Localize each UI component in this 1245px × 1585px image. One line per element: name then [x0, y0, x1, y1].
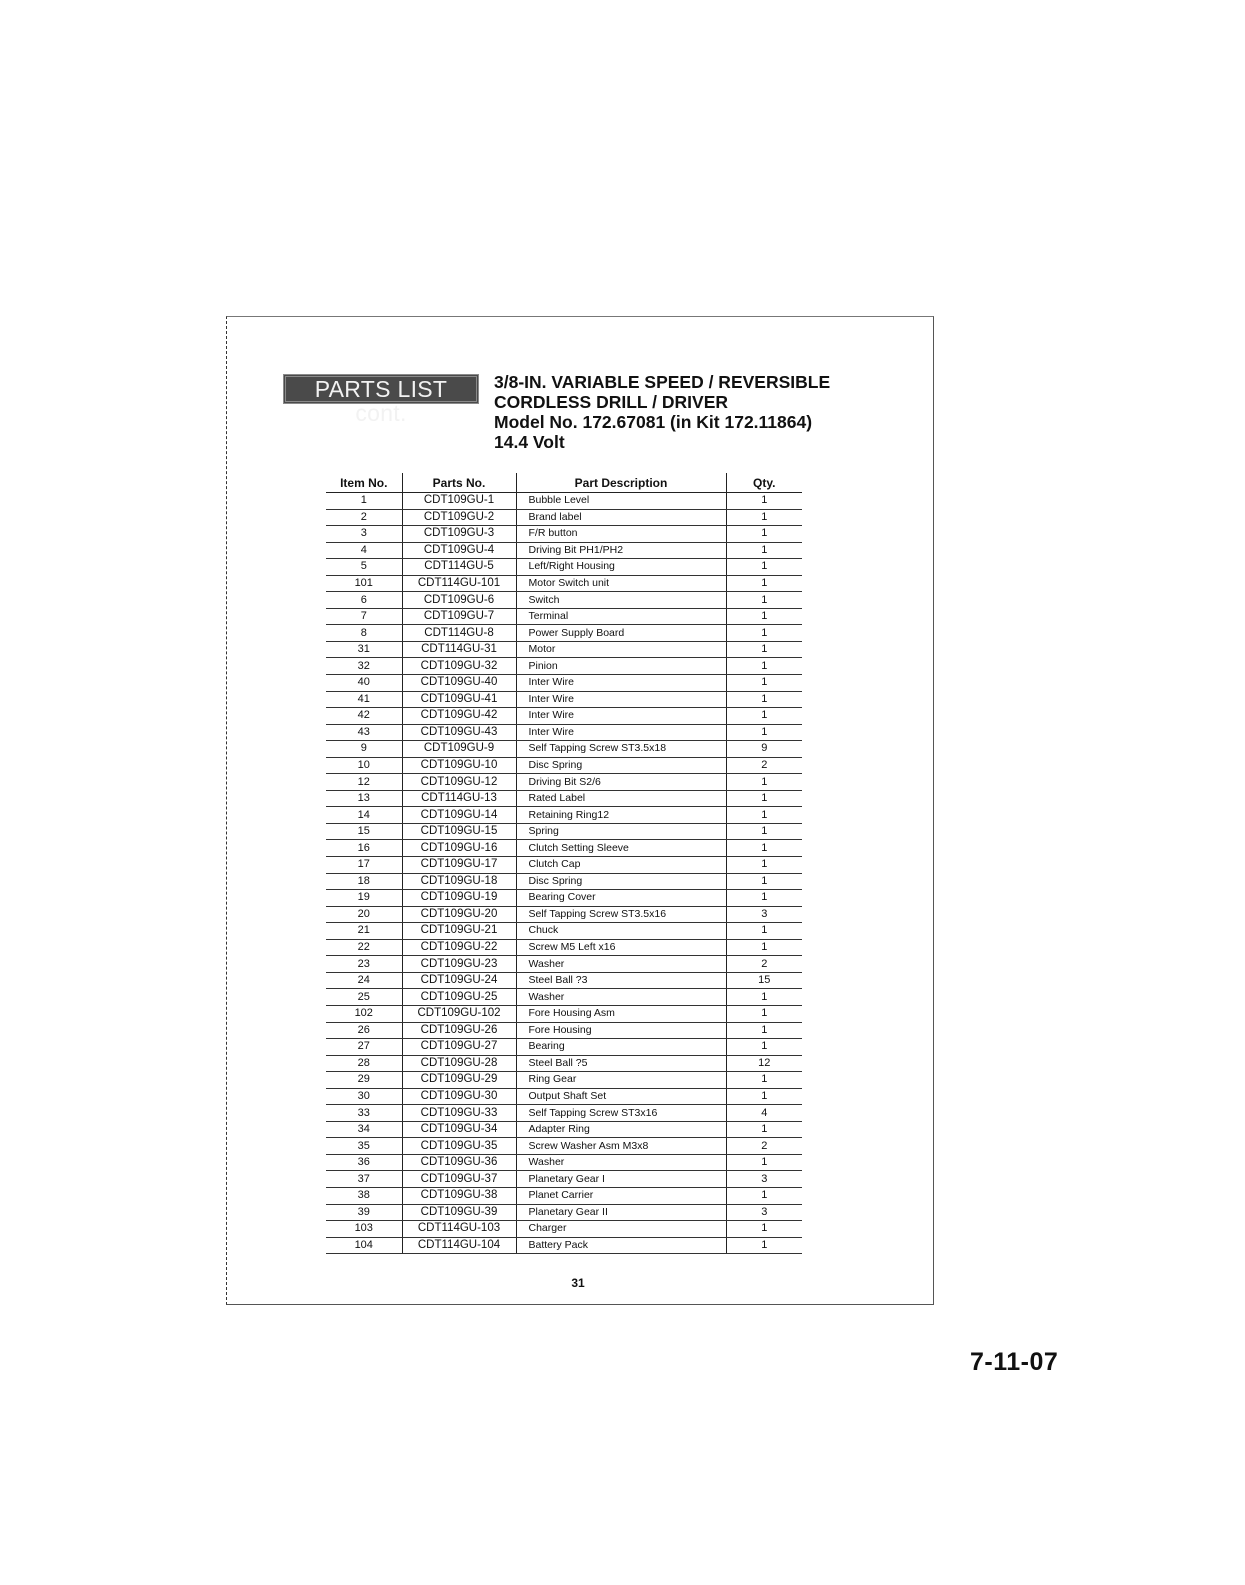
qty-cell: 1	[726, 923, 802, 940]
parts-no-cell: CDT109GU-23	[402, 956, 516, 973]
description-cell: Steel Ball ?3	[516, 972, 726, 989]
qty-cell: 1	[726, 493, 802, 510]
description-cell: Driving Bit PH1/PH2	[516, 542, 726, 559]
description-cell: Inter Wire	[516, 675, 726, 692]
parts-no-cell: CDT109GU-33	[402, 1105, 516, 1122]
model-number-line: Model No. 172.67081 (in Kit 172.11864)	[494, 412, 813, 432]
item-no-cell: 17	[326, 857, 402, 874]
table-row	[326, 1138, 802, 1155]
item-no-cell: 14	[326, 807, 402, 824]
parts-no-cell: CDT109GU-24	[402, 972, 516, 989]
qty-cell: 4	[726, 1105, 802, 1122]
parts-no-cell: CDT109GU-6	[402, 592, 516, 609]
item-no-cell: 23	[326, 956, 402, 973]
qty-cell: 1	[726, 559, 802, 576]
parts-table-body	[326, 493, 802, 1254]
table-row	[326, 1204, 802, 1221]
description-cell: Terminal	[516, 608, 726, 625]
voltage-line: 14.4 Volt	[494, 432, 565, 452]
description-cell: Disc Spring	[516, 873, 726, 890]
parts-no-cell: CDT114GU-13	[402, 790, 516, 807]
table-row	[326, 675, 802, 692]
table-row	[326, 1055, 802, 1072]
qty-cell: 12	[726, 1055, 802, 1072]
description-cell: Pinion	[516, 658, 726, 675]
description-cell: Retaining Ring12	[516, 807, 726, 824]
parts-no-cell: CDT109GU-19	[402, 890, 516, 907]
qty-cell: 1	[726, 790, 802, 807]
table-row	[326, 972, 802, 989]
table-row	[326, 807, 802, 824]
table-row	[326, 592, 802, 609]
description-cell: Self Tapping Screw ST3.5x16	[516, 906, 726, 923]
qty-cell: 1	[726, 641, 802, 658]
qty-cell: 1	[726, 807, 802, 824]
table-row	[326, 1005, 802, 1022]
item-no-cell: 13	[326, 790, 402, 807]
parts-no-cell: CDT109GU-25	[402, 989, 516, 1006]
column-header-qty: Qty.	[726, 473, 802, 493]
table-row	[326, 493, 802, 510]
table-row	[326, 790, 802, 807]
item-no-cell: 3	[326, 526, 402, 543]
description-cell: Clutch Setting Sleeve	[516, 840, 726, 857]
parts-no-cell: CDT109GU-29	[402, 1072, 516, 1089]
item-no-cell: 32	[326, 658, 402, 675]
description-cell: Screw Washer Asm M3x8	[516, 1138, 726, 1155]
description-cell: Bearing	[516, 1039, 726, 1056]
description-cell: Bubble Level	[516, 493, 726, 510]
qty-cell: 1	[726, 1154, 802, 1171]
qty-cell: 2	[726, 1138, 802, 1155]
qty-cell: 1	[726, 592, 802, 609]
qty-cell: 1	[726, 509, 802, 526]
qty-cell: 2	[726, 956, 802, 973]
parts-no-cell: CDT109GU-2	[402, 509, 516, 526]
parts-no-cell: CDT109GU-38	[402, 1187, 516, 1204]
table-row	[326, 939, 802, 956]
page-number: 31	[571, 1276, 585, 1290]
description-cell: Fore Housing	[516, 1022, 726, 1039]
description-cell: Steel Ball ?5	[516, 1055, 726, 1072]
description-cell: Screw M5 Left x16	[516, 939, 726, 956]
item-no-cell: 28	[326, 1055, 402, 1072]
parts-no-cell: CDT109GU-9	[402, 741, 516, 758]
item-no-cell: 1	[326, 493, 402, 510]
item-no-cell: 29	[326, 1072, 402, 1089]
table-row	[326, 559, 802, 576]
qty-cell: 9	[726, 741, 802, 758]
qty-cell: 2	[726, 757, 802, 774]
description-cell: Rated Label	[516, 790, 726, 807]
item-no-cell: 9	[326, 741, 402, 758]
parts-no-cell: CDT109GU-20	[402, 906, 516, 923]
item-no-cell: 19	[326, 890, 402, 907]
parts-no-cell: CDT109GU-34	[402, 1121, 516, 1138]
qty-cell: 3	[726, 906, 802, 923]
parts-table	[326, 473, 802, 1254]
qty-cell: 1	[726, 1237, 802, 1254]
description-cell: Chuck	[516, 923, 726, 940]
table-row	[326, 956, 802, 973]
item-no-cell: 25	[326, 989, 402, 1006]
item-no-cell: 30	[326, 1088, 402, 1105]
title-line-2: CORDLESS DRILL / DRIVER	[494, 392, 729, 412]
table-row	[326, 1105, 802, 1122]
qty-cell: 1	[726, 774, 802, 791]
table-row	[326, 641, 802, 658]
parts-no-cell: CDT109GU-17	[402, 857, 516, 874]
table-row	[326, 575, 802, 592]
table-row	[326, 774, 802, 791]
qty-cell: 1	[726, 608, 802, 625]
qty-cell: 1	[726, 724, 802, 741]
item-no-cell: 24	[326, 972, 402, 989]
description-cell: Washer	[516, 1154, 726, 1171]
table-row	[326, 526, 802, 543]
description-cell: Inter Wire	[516, 724, 726, 741]
item-no-cell: 16	[326, 840, 402, 857]
item-no-cell: 20	[326, 906, 402, 923]
parts-no-cell: CDT109GU-21	[402, 923, 516, 940]
parts-no-cell: CDT109GU-12	[402, 774, 516, 791]
qty-cell: 1	[726, 1187, 802, 1204]
item-no-cell: 27	[326, 1039, 402, 1056]
parts-no-cell: CDT109GU-22	[402, 939, 516, 956]
item-no-cell: 8	[326, 625, 402, 642]
qty-cell: 1	[726, 1039, 802, 1056]
item-no-cell: 40	[326, 675, 402, 692]
description-cell: Bearing Cover	[516, 890, 726, 907]
item-no-cell: 104	[326, 1237, 402, 1254]
item-no-cell: 18	[326, 873, 402, 890]
description-cell: F/R button	[516, 526, 726, 543]
parts-no-cell: CDT109GU-16	[402, 840, 516, 857]
table-row	[326, 873, 802, 890]
parts-no-cell: CDT109GU-3	[402, 526, 516, 543]
description-cell: Driving Bit S2/6	[516, 774, 726, 791]
item-no-cell: 6	[326, 592, 402, 609]
item-no-cell: 38	[326, 1187, 402, 1204]
table-row	[326, 1121, 802, 1138]
qty-cell: 1	[726, 857, 802, 874]
item-no-cell: 15	[326, 823, 402, 840]
parts-no-cell: CDT114GU-103	[402, 1221, 516, 1238]
table-row	[326, 608, 802, 625]
qty-cell: 1	[726, 675, 802, 692]
parts-no-cell: CDT109GU-7	[402, 608, 516, 625]
table-row	[326, 1237, 802, 1254]
qty-cell: 1	[726, 542, 802, 559]
qty-cell: 1	[726, 575, 802, 592]
table-row	[326, 890, 802, 907]
item-no-cell: 36	[326, 1154, 402, 1171]
description-cell: Output Shaft Set	[516, 1088, 726, 1105]
qty-cell: 1	[726, 691, 802, 708]
parts-no-cell: CDT109GU-4	[402, 542, 516, 559]
table-row	[326, 1022, 802, 1039]
description-cell: Planetary Gear I	[516, 1171, 726, 1188]
qty-cell: 1	[726, 625, 802, 642]
item-no-cell: 37	[326, 1171, 402, 1188]
item-no-cell: 34	[326, 1121, 402, 1138]
description-cell: Left/Right Housing	[516, 559, 726, 576]
title-line-1: 3/8-IN. VARIABLE SPEED / REVERSIBLE	[494, 372, 831, 392]
parts-no-cell: CDT109GU-10	[402, 757, 516, 774]
description-cell: Washer	[516, 956, 726, 973]
item-no-cell: 103	[326, 1221, 402, 1238]
table-row	[326, 1088, 802, 1105]
description-cell: Planet Carrier	[516, 1187, 726, 1204]
table-row	[326, 1039, 802, 1056]
column-header-item-no: Item No.	[326, 473, 402, 493]
parts-list-badge: PARTS LIST cont.	[283, 374, 479, 404]
table-row	[326, 840, 802, 857]
description-cell: Switch	[516, 592, 726, 609]
description-cell: Brand label	[516, 509, 726, 526]
item-no-cell: 35	[326, 1138, 402, 1155]
item-no-cell: 22	[326, 939, 402, 956]
item-no-cell: 10	[326, 757, 402, 774]
item-no-cell: 7	[326, 608, 402, 625]
item-no-cell: 4	[326, 542, 402, 559]
item-no-cell: 43	[326, 724, 402, 741]
item-no-cell: 5	[326, 559, 402, 576]
qty-cell: 15	[726, 972, 802, 989]
item-no-cell: 39	[326, 1204, 402, 1221]
parts-no-cell: CDT109GU-14	[402, 807, 516, 824]
column-header-description: Part Description	[516, 473, 726, 493]
parts-no-cell: CDT109GU-36	[402, 1154, 516, 1171]
qty-cell: 1	[726, 873, 802, 890]
table-row	[326, 1187, 802, 1204]
table-row	[326, 625, 802, 642]
table-row	[326, 741, 802, 758]
description-cell: Spring	[516, 823, 726, 840]
qty-cell: 1	[726, 823, 802, 840]
qty-cell: 3	[726, 1171, 802, 1188]
table-row	[326, 1171, 802, 1188]
qty-cell: 1	[726, 890, 802, 907]
table-row	[326, 923, 802, 940]
qty-cell: 1	[726, 708, 802, 725]
qty-cell: 1	[726, 526, 802, 543]
parts-no-cell: CDT109GU-37	[402, 1171, 516, 1188]
description-cell: Ring Gear	[516, 1072, 726, 1089]
table-row	[326, 857, 802, 874]
description-cell: Motor	[516, 641, 726, 658]
qty-cell: 1	[726, 1088, 802, 1105]
parts-no-cell: CDT109GU-1	[402, 493, 516, 510]
qty-cell: 1	[726, 1221, 802, 1238]
qty-cell: 1	[726, 1121, 802, 1138]
qty-cell: 1	[726, 1072, 802, 1089]
parts-no-cell: CDT109GU-15	[402, 823, 516, 840]
table-row	[326, 509, 802, 526]
table-header-row	[326, 473, 802, 493]
description-cell: Self Tapping Screw ST3x16	[516, 1105, 726, 1122]
qty-cell: 1	[726, 989, 802, 1006]
item-no-cell: 101	[326, 575, 402, 592]
qty-cell: 3	[726, 1204, 802, 1221]
description-cell: Inter Wire	[516, 691, 726, 708]
table-row	[326, 1154, 802, 1171]
description-cell: Charger	[516, 1221, 726, 1238]
description-cell: Power Supply Board	[516, 625, 726, 642]
parts-no-cell: CDT109GU-27	[402, 1039, 516, 1056]
description-cell: Fore Housing Asm	[516, 1005, 726, 1022]
parts-no-cell: CDT109GU-30	[402, 1088, 516, 1105]
item-no-cell: 26	[326, 1022, 402, 1039]
qty-cell: 1	[726, 658, 802, 675]
item-no-cell: 12	[326, 774, 402, 791]
document-date: 7-11-07	[970, 1348, 1059, 1376]
table-row	[326, 989, 802, 1006]
description-cell: Washer	[516, 989, 726, 1006]
item-no-cell: 41	[326, 691, 402, 708]
table-row	[326, 691, 802, 708]
item-no-cell: 42	[326, 708, 402, 725]
description-cell: Self Tapping Screw ST3.5x18	[516, 741, 726, 758]
table-row	[326, 823, 802, 840]
item-no-cell: 33	[326, 1105, 402, 1122]
parts-no-cell: CDT109GU-28	[402, 1055, 516, 1072]
parts-no-cell: CDT109GU-18	[402, 873, 516, 890]
parts-no-cell: CDT114GU-8	[402, 625, 516, 642]
parts-no-cell: CDT109GU-39	[402, 1204, 516, 1221]
parts-no-cell: CDT114GU-31	[402, 641, 516, 658]
item-no-cell: 31	[326, 641, 402, 658]
parts-no-cell: CDT109GU-42	[402, 708, 516, 725]
parts-no-cell: CDT109GU-43	[402, 724, 516, 741]
parts-no-cell: CDT109GU-41	[402, 691, 516, 708]
table-row	[326, 906, 802, 923]
table-row	[326, 1221, 802, 1238]
table-row	[326, 724, 802, 741]
qty-cell: 1	[726, 1022, 802, 1039]
parts-no-cell: CDT114GU-101	[402, 575, 516, 592]
parts-no-cell: CDT114GU-5	[402, 559, 516, 576]
qty-cell: 1	[726, 939, 802, 956]
item-no-cell: 102	[326, 1005, 402, 1022]
parts-no-cell: CDT109GU-32	[402, 658, 516, 675]
column-header-parts-no: Parts No.	[402, 473, 516, 493]
table-row	[326, 658, 802, 675]
description-cell: Adapter Ring	[516, 1121, 726, 1138]
description-cell: Battery Pack	[516, 1237, 726, 1254]
parts-no-cell: CDT114GU-104	[402, 1237, 516, 1254]
table-row	[326, 757, 802, 774]
qty-cell: 1	[726, 1005, 802, 1022]
description-cell: Inter Wire	[516, 708, 726, 725]
description-cell: Clutch Cap	[516, 857, 726, 874]
parts-no-cell: CDT109GU-26	[402, 1022, 516, 1039]
description-cell: Motor Switch unit	[516, 575, 726, 592]
parts-no-cell: CDT109GU-40	[402, 675, 516, 692]
item-no-cell: 21	[326, 923, 402, 940]
item-no-cell: 2	[326, 509, 402, 526]
table-row	[326, 1072, 802, 1089]
description-cell: Disc Spring	[516, 757, 726, 774]
table-row	[326, 708, 802, 725]
parts-no-cell: CDT109GU-35	[402, 1138, 516, 1155]
qty-cell: 1	[726, 840, 802, 857]
parts-no-cell: CDT109GU-102	[402, 1005, 516, 1022]
document-title-block	[494, 372, 914, 452]
description-cell: Planetary Gear II	[516, 1204, 726, 1221]
table-row	[326, 542, 802, 559]
